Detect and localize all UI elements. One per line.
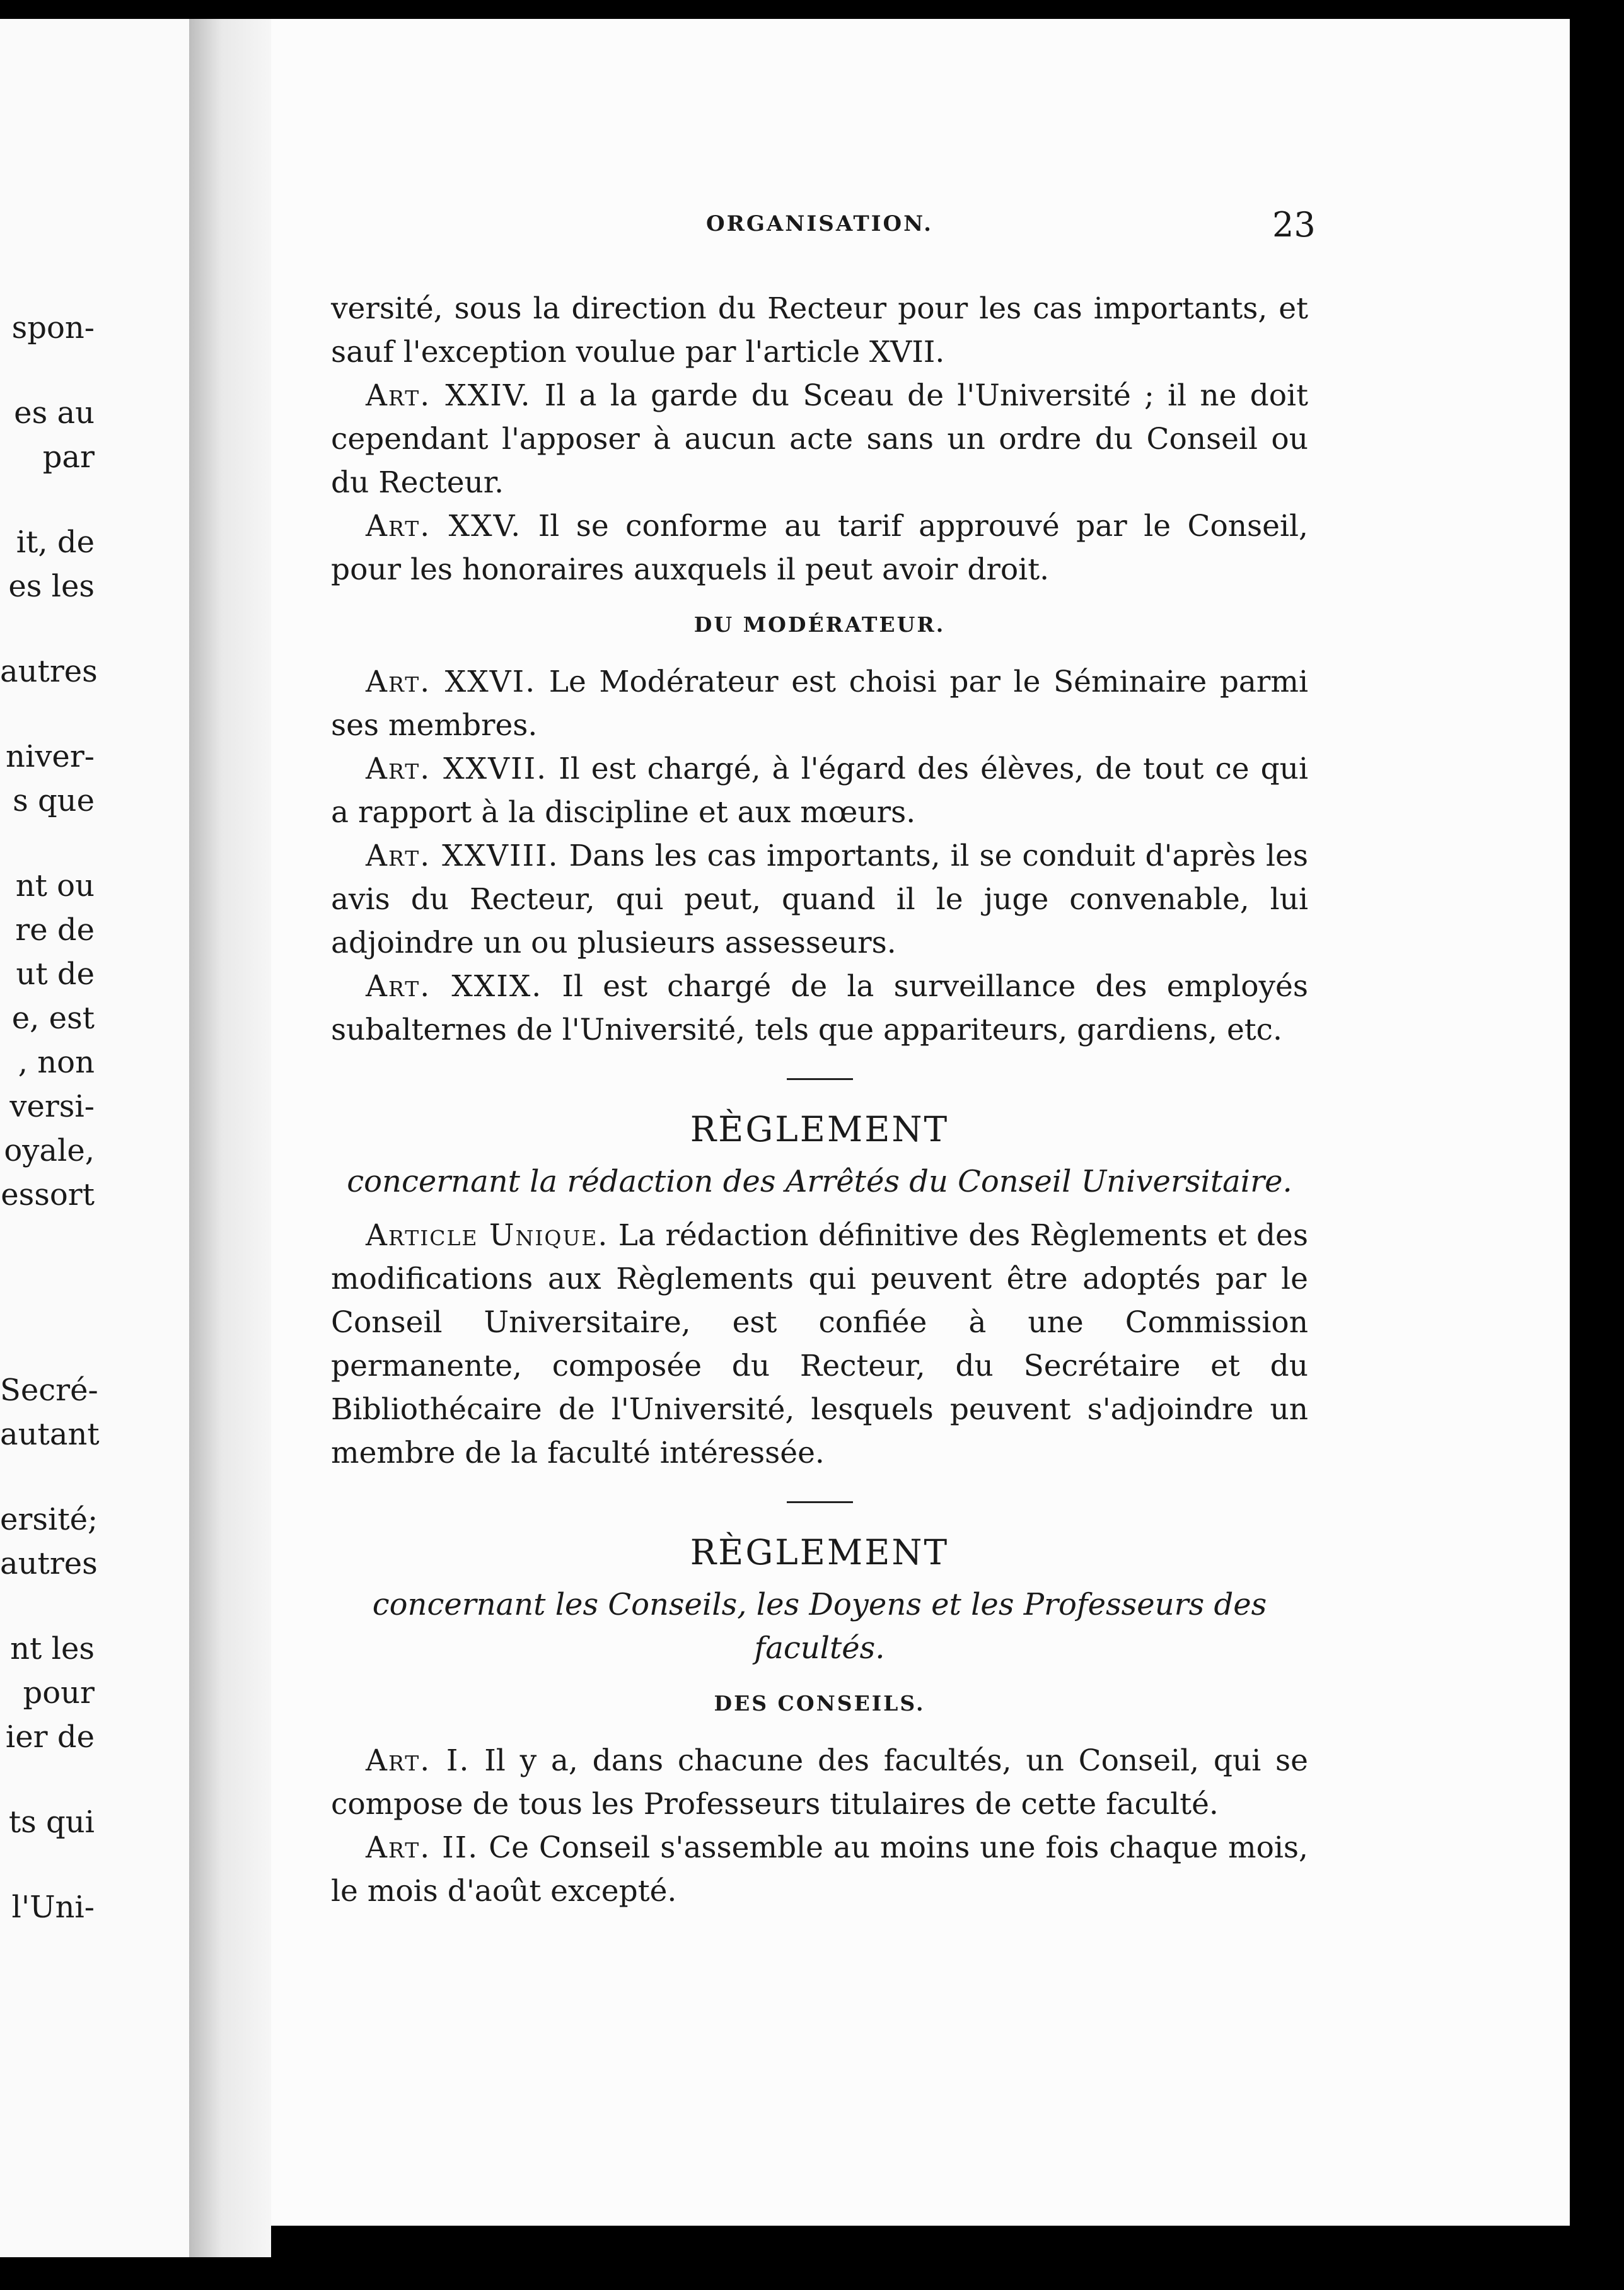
left-fragment: oyale, bbox=[4, 1133, 95, 1168]
left-fragment: l'Uni- bbox=[11, 1890, 95, 1925]
left-fragment: niver- bbox=[6, 739, 95, 774]
left-fragment: par bbox=[42, 439, 95, 475]
article-text: Il y a, dans chacune des facultés, un Conseil, qui se compose de tous les Professeurs titulaires de cette faculté. bbox=[331, 1743, 1308, 1822]
left-fragment: es au bbox=[14, 395, 95, 431]
running-head: ORGANISATION. bbox=[706, 211, 933, 236]
article-2 bbox=[331, 1826, 1308, 1913]
article-label: Art. XXIX. bbox=[366, 969, 543, 1004]
article-1 bbox=[331, 1739, 1308, 1826]
article-label: Article Unique. bbox=[366, 1218, 609, 1253]
left-fragment: es les bbox=[8, 569, 95, 604]
article-text: Il se conforme au tarif approuvé par le Conseil, pour les honoraires auxquels il peut avoir droit. bbox=[331, 509, 1308, 587]
reglement-subtitle: concernant la rédaction des Arrêtés du Conseil Universitaire. bbox=[347, 1164, 1292, 1199]
left-fragment: re de bbox=[15, 912, 95, 948]
left-fragment: ut de bbox=[16, 956, 95, 992]
article-text: Il est chargé, à l'égard des élèves, de tout ce qui a rapport à la discipline et aux mœurs. bbox=[331, 752, 1308, 830]
article-label: Art. XXV. bbox=[366, 509, 522, 543]
article-text: Il est chargé de la surveillance des employés subalternes de l'Université, tels que appariteurs, gardiens, etc. bbox=[331, 969, 1308, 1047]
left-fragment: spon- bbox=[11, 310, 95, 346]
reglement-title: RÈGLEMENT bbox=[690, 1109, 949, 1149]
article-text: Le Modérateur est choisi par le Séminaire parmi ses membres. bbox=[331, 665, 1308, 743]
reglement-subtitle: concernant les Conseils, les Doyens et les Professeurs des facultés. bbox=[372, 1587, 1267, 1666]
article-text: Ce Conseil s'assemble au moins une fois chaque mois, le mois d'août excepté. bbox=[331, 1830, 1308, 1909]
left-fragment: it, de bbox=[16, 525, 95, 560]
page-body bbox=[331, 287, 1308, 1913]
article-label: Art. II. bbox=[366, 1830, 479, 1865]
left-fragment: , non bbox=[18, 1045, 95, 1080]
left-fragment: s que bbox=[13, 783, 95, 818]
article-27 bbox=[331, 747, 1308, 834]
left-fragment: nt les bbox=[10, 1631, 95, 1666]
reglement-title: RÈGLEMENT bbox=[690, 1532, 949, 1572]
left-fragment: essort bbox=[1, 1177, 95, 1212]
left-fragment: nt ou bbox=[15, 868, 95, 904]
article-26 bbox=[331, 660, 1308, 747]
left-fragment: ersité; bbox=[0, 1502, 98, 1537]
article-label: Art. XXVI. bbox=[366, 665, 536, 699]
section-heading-conseils: DES CONSEILS. bbox=[714, 1691, 925, 1716]
article-label: Art. XXVIII. bbox=[366, 839, 559, 873]
article-unique bbox=[331, 1214, 1308, 1475]
article-text: La rédaction définitive des Règlements et des modifications aux Règlements qui peuvent être adoptés par le Conseil Universitaire, est confiée à une Commission permanente, composée du Recteur, du Secrétaire et du Bibliothécaire de l'Université, lesquels peuvent s'adjoindre un membre de la faculté intéressée. bbox=[331, 1218, 1308, 1470]
left-fragment: ier de bbox=[5, 1719, 95, 1755]
article-29 bbox=[331, 965, 1308, 1052]
left-fragment: e, est bbox=[11, 1001, 95, 1036]
left-fragment: Secré- bbox=[0, 1373, 98, 1408]
left-fragment: autant bbox=[0, 1417, 100, 1452]
article-label: Art. XXVII. bbox=[366, 752, 548, 786]
article-text: Dans les cas importants, il se conduit d'après les avis du Recteur, qui peut, quand il le juge convenable, lui adjoindre un ou plusieurs assesseurs. bbox=[331, 839, 1308, 960]
article-28 bbox=[331, 834, 1308, 965]
book-gutter bbox=[189, 19, 271, 2257]
continuation-paragraph: versité, sous la direction du Recteur pour les cas importants, et sauf l'exception voulue par l'article XVII. bbox=[331, 291, 1308, 369]
left-fragment: pour bbox=[23, 1675, 95, 1711]
page-number: 23 bbox=[1272, 205, 1316, 245]
article-24 bbox=[331, 374, 1308, 504]
left-fragment: ts qui bbox=[8, 1805, 95, 1840]
article-label: Art. I. bbox=[366, 1743, 470, 1778]
article-label: Art. XXIV. bbox=[366, 378, 531, 413]
left-fragment: versi- bbox=[9, 1089, 95, 1124]
left-fragment: autres bbox=[0, 654, 98, 689]
section-divider bbox=[787, 1078, 853, 1080]
section-heading-moderateur: DU MODÉRATEUR. bbox=[693, 612, 946, 637]
section-divider bbox=[787, 1501, 853, 1503]
left-fragment: autres bbox=[0, 1546, 98, 1581]
article-25 bbox=[331, 504, 1308, 591]
article-text: Il a la garde du Sceau de l'Université ; il ne doit cependant l'apposer à aucun acte sans un ordre du Conseil ou du Recteur. bbox=[331, 378, 1308, 500]
